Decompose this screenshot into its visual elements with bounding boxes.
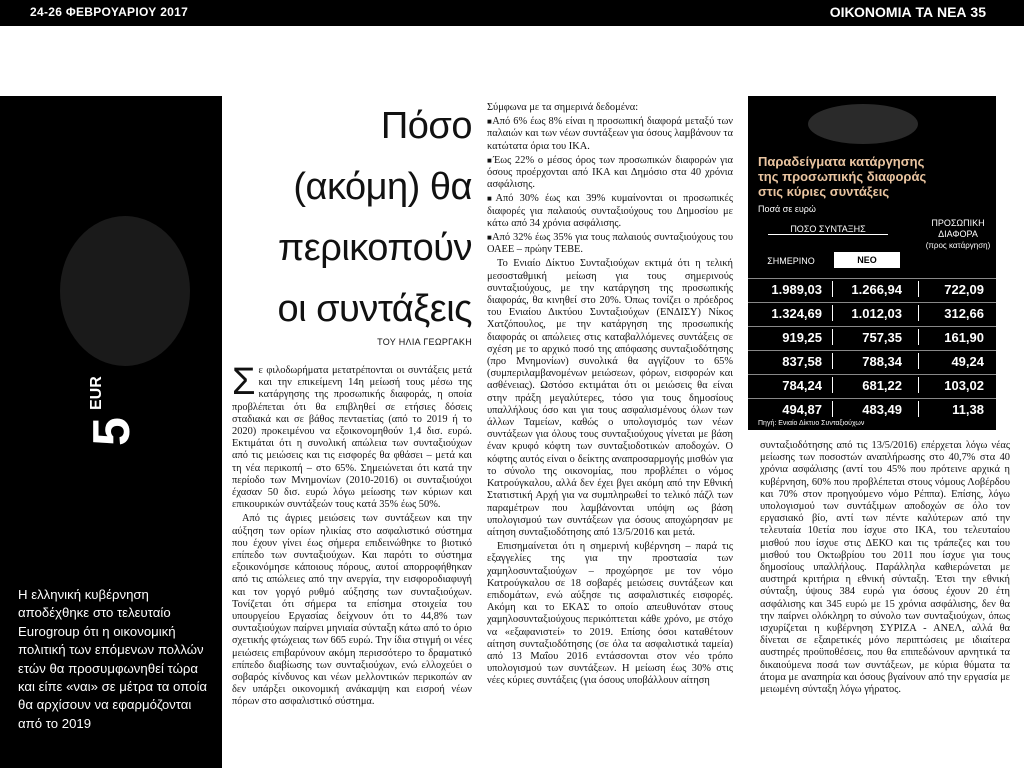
bullet-item: ■ Έως 22% ο μέσος όρος των προσωπικών διαφορών για όσους προέρχονται από ΙΚΑ και Δημόσιο στα 40 χρόνια ασφάλισης. — [487, 155, 733, 192]
pension-table — [748, 96, 996, 430]
table-divider — [832, 401, 833, 417]
headline — [226, 96, 472, 340]
table-row — [748, 374, 996, 395]
table-cell-diff: 722,09 — [944, 282, 984, 297]
table-cell-new: 757,35 — [862, 330, 902, 345]
headline-line: περικοπούν — [278, 227, 472, 269]
table-cell-today: 837,58 — [782, 354, 822, 369]
page-header — [0, 0, 1024, 26]
coin-value: 5 — [83, 417, 141, 446]
table-divider — [832, 305, 833, 321]
headline-line: Πόσο — [380, 105, 472, 147]
paragraph: Σύμφωνα με τα σημερινά δεδομένα: — [487, 102, 639, 113]
table-cell-diff: 312,66 — [944, 306, 984, 321]
paragraph: συνταξιοδότησης από τις 13/5/2016) επέρχεται λόγω νέας μείωσης των ποσοστών αναπλήρωσης στο 40,7% στα 40 χρόνια ασφάλισης (αντί του 45% που πρότεινε αρχικά η κυβέρνηση, 60% που προβλέπεται στους νόμους Λοβέρδου και 70% στον προηγούμενο νόμο Ρέππα). Επίσης, λόγω υπολογισμού των συντάξιμων αποδοχών σε όλο τον εργασιακό βίο, αντί των πέντε καλύτερων από την τελευταία 10ετία που ίσχυε στο ΙΚΑ, του τελευταίου μισθού που ίσχυε στις ΔΕΚΟ και τις τράπεζες και του μισθού του Οκτωβρίου του 2011 που ίσχυε για τους δημοσίους υπαλλήλους. Παράλληλα καθιερώνεται με αυστηρά κριτήρια η εθνική σύνταξη. Έτσι την εθνική σύνταξη, ύψους 384 ευρώ για όσους έχουν 20 έτη ασφάλισης και 345 ευρώ με 15 χρόνια ασφάλισης, δεν θα την παίρνει ολόκληρη το σύνολο των συνταξιούχων, όπως ισχυρίζεται η κυβέρνηση ΣΥΡΙΖΑ - ΑΝΕΛ, αλλά θα δίνεται σε εξαιρετικές μόνο περιπτώσεις με ιδιαίτερα αυστηρές προϋποθέσεις, που θα επιπεδώνουν αρνητικά τα δικαιούμενα ποσά των συντάξεων, με κύρια θύματα τα άτομα με αναπηρία και όσους βγαίνουν από την εργασία με μειωμένη σύνταξη λόγω γήρατος. — [760, 440, 1010, 696]
headline-line: (ακόμη) θα — [293, 166, 472, 208]
table-divider — [832, 377, 833, 393]
drop-cap: Σ — [232, 365, 256, 403]
lead-text: Η ελληνική κυβέρνηση αποδέχθηκε στο τελευταίο Eurogroup ότι η οικονομική πολιτική των επόμενων πολλών ετών θα προσυμφωνηθεί τώρα και είπε «ναι» σε μέτρα τα οποία θα αρχίσουν να εφαρμόζονται από το 2019 — [18, 587, 207, 731]
paragraph: Επισημαίνεται ότι η σημερινή κυβέρνηση – παρά τις εξαγγελίες της για την προστασία των χαμηλοσυνταξιούχων – προχώρησε με τον νόμο Κατρούγκαλου σε 18 σοβαρές μειώσεις συντάξεων και επιδομάτων, ενώ αύξησε τις ασφαλιστικές εισφορές. Ακόμη και το ΕΚΑΣ το οποίο απευθυνόταν στους χαμηλοσυνταξιούχους περικόπτεται κάθε χρόνο, με στόχο να «εξαφανιστεί» το 2019. Επίσης όσοι καταθέτουν αίτηση συνταξιοδότησης (σε όλα τα ασφαλιστικά ταμεία) από 13 Μαΐου 2016 εντάσσονται στον νέο τρόπο υπολογισμού των συντάξεων. Η μείωση έως 30% στις νέες κύριες συντάξεις (για όσους υποβάλλουν αίτηση — [487, 541, 733, 687]
table-divider — [918, 401, 919, 417]
table-cell-diff: 161,90 — [944, 330, 984, 345]
bullet-item: ■ Από 32% έως 35% για τους παλαιούς συνταξιούχους του ΟΑΕΕ – πρώην ΤΕΒΕ. — [487, 232, 733, 256]
table-cell-today: 1.324,69 — [771, 306, 822, 321]
table-title — [758, 154, 926, 199]
table-title-line: στις κύριες συντάξεις — [758, 184, 890, 199]
table-divider — [832, 281, 833, 297]
table-row — [748, 302, 996, 323]
column-header-new: ΝΕΟ — [834, 252, 900, 268]
table-cell-new: 1.012,03 — [851, 306, 902, 321]
paragraph: Το Ενιαίο Δίκτυο Συνταξιούχων εκτιμά ότι η τελική μεσοσταθμική μείωση για τους σημερινούς συνταξιούχους, με την κατάργηση της προσωπικής διαφοράς, θα κινηθεί στο 20%. Όπως τονίζει ο πρόεδρος του Ενιαίου Δικτύου Συνταξιούχων (ΕΝΔΙΣΥ) Νίκος Χατζόπουλος, με την κατάργηση της προσωπικής διαφοράς οι απώλειες στις καταβαλλόμενες συντάξεις σε σχέση με το αρχικό ποσό της απόφασης συνταξιοδότησης (προ Μνημονίων) συνολικά θα αγγίζουν το 65% (συμπεριλαμβανομένων μειώσεων, φόρων, εισφορών και ασθένειας). Ωστόσο εκτιμάται ότι οι μειώσεις θα είναι στην πράξη μεγαλύτερες, τόσο για τους δημοσίους υπαλλήλους όσο και για τους ασφαλισμένους όλων των άλλων Ταμείων, καθώς ο υπολογισμός των νέων συντάξεων για όλους τους συνταξιούχους γίνεται με βάση έναν κρυφό κόφτη των συνταξιοδοτικών αποδοχών. Ο κόφτης αυτός είναι ο δείκτης αναπροσαρμογής μισθών για το σύνολο της οικονομίας, που προβλέπει ο νόμος Κατρούγκαλου, αλλά δεν έχει βγει ακόμη από την Εθνική Στατιστική Αρχή για να συμπληρωθεί το τελικό πάζλ των παραμέτρων που λαμβάνονται υπόψη ως βάση υπολογισμού των συντάξεων για όσους αποχώρησαν με αίτηση συνταξιοδότησης από 13/5/2016 και μετά. — [487, 258, 733, 538]
table-cell-new: 788,34 — [862, 354, 902, 369]
table-cell-new: 681,22 — [862, 378, 902, 393]
euro-coin-image — [82, 376, 152, 454]
photo-panel — [0, 96, 222, 768]
column-group-header: ΠΟΣΟ ΣΥΝΤΑΞΗΣ — [768, 224, 888, 235]
headline-line: οι συντάξεις — [277, 288, 472, 330]
table-cell-today: 494,87 — [782, 402, 822, 417]
paragraph-text: ε φιλοδωρήματα μετατρέπονται οι συντάξεις μετά και την επικείμενη 14η μείωσή τους μέσω της κατάργησης της προσωπικής διαφοράς, η οποία προβλέπεται ότι θα επιβληθεί σε ετήσιες δόσεις σταδιακά και σε βάθος πενταετίας (από το 2019 ή το 2020) προκειμένου να εξοικονομηθούν 1,4 δισ. ευρώ. Εκτιμάται ότι η συνολική απώλεια των συνταξιούχων από τις μειώσεις και τις εισφορές θα φθάσει – μετά και τη νέα περικοπή – στο 65%. Σημειώνεται ότι κατά την περίοδο των Μνημονίων (2010-2016) οι συνταξιούχοι έχασαν 50 δισ. ευρώ λόγω μείωσης των κύριων και επικουρικών συντάξεών τους κατά 35% έως 50%. — [232, 365, 472, 511]
table-title-line: Παραδείγματα κατάργησης — [758, 154, 925, 169]
bullet-item: ■ Από 6% έως 8% είναι η προσωπική διαφορά μεταξύ των παλαιών και των νέων συντάξεων για όσους λαμβάνουν τα κατώτατα όρια του ΙΚΑ. — [487, 116, 733, 153]
table-divider — [918, 281, 919, 297]
issue-date: 24-26 ΦΕΒΡΟΥΑΡΙΟΥ 2017 — [30, 5, 189, 19]
bullet-item: ■ Από 30% έως και 39% κυμαίνονται οι προσωπικές διαφορές για παλαιούς συνταξιούχους του Δημοσίου με κάτω από 34 χρόνια ασφάλισης. — [487, 193, 733, 230]
table-unit: Ποσά σε ευρώ — [758, 204, 816, 214]
table-row — [748, 398, 996, 419]
article-column-3 — [760, 440, 1010, 763]
table-row — [748, 278, 996, 299]
column-header-diff — [924, 218, 992, 251]
table-divider — [832, 329, 833, 345]
illustration-icon — [808, 104, 918, 144]
table-cell-new: 1.266,94 — [851, 282, 902, 297]
table-divider — [918, 377, 919, 393]
table-cell-diff: 11,38 — [952, 402, 984, 417]
table-divider — [918, 353, 919, 369]
section-title: ΟΙΚΟΝΟΜΙΑ ΤΑ ΝΕΑ 35 — [829, 4, 986, 20]
column-header-diff-label: ΠΡΟΣΩΠΙΚΗ ΔΙΑΦΟΡΑ — [931, 218, 985, 239]
photo-shadow — [60, 216, 190, 366]
table-title-line: της προσωπικής διαφοράς — [758, 169, 927, 184]
table-cell-diff: 49,24 — [951, 354, 984, 369]
column-header-diff-note: (προς κατάργηση) — [925, 241, 991, 250]
table-divider — [918, 329, 919, 345]
table-row — [748, 326, 996, 347]
table-row — [748, 350, 996, 371]
coin-currency: EUR — [88, 376, 105, 410]
table-cell-diff: 103,02 — [944, 378, 984, 393]
table-divider — [918, 305, 919, 321]
table-source: Πηγή: Ενιαίο Δίκτυο Συνταξιούχων — [758, 420, 865, 427]
article-column-2 — [487, 102, 733, 763]
article-column-1 — [232, 365, 472, 763]
table-cell-new: 483,49 — [862, 402, 902, 417]
table-cell-today: 1.989,03 — [771, 282, 822, 297]
table-cell-today: 784,24 — [782, 378, 822, 393]
table-divider — [832, 353, 833, 369]
paragraph: Από τις άγριες μειώσεις των συντάξεων και την αύξηση των ορίων ηλικίας στο ασφαλιστικό σύστημα που έχουν γίνει έως σήμερα επιδεινώθηκε το βιοτικό επίπεδο των συνταξιούχων. Και παρότι το σύστημα εξοικονόμησε κάποιους πόρους, αυτοί απορροφήθηκαν από τις απώλειες από την ανεργία, την εισφοροδιαφυγή και τον γοργό ρυθμό αύξησης των συνταξιούχων. Τονίζεται ότι σήμερα τα επίσημα στοιχεία του υπουργείου Εργασίας δείχνουν ότι το 44,8% των συνταξιούχων παίρνει μηνιαία σύνταξη κάτω από το όριο σχετικής φτώχειας των 665 ευρώ. Την ίδια στιγμή οι νέες μειώσεις επιβαρύνουν ακόμη περισσότερο το δραματικό επίπεδο διαβίωσης των συνταξιούχων, ενώ ελλοχεύει ο σοβαρός κίνδυνος και νέων μελλοντικών περικοπών αν δεν υπάρξει οικονομική ανάκαμψη και εισροή νέων πόρων στο ασφαλιστικό σύστημα. — [232, 513, 472, 708]
column-header-today: ΣΗΜΕΡΙΝΟ — [767, 256, 815, 266]
table-cell-today: 919,25 — [782, 330, 822, 345]
paragraph — [232, 365, 472, 511]
byline: ΤΟΥ ΗΛΙΑ ΓΕΩΡΓΑΚΗ — [377, 337, 472, 347]
